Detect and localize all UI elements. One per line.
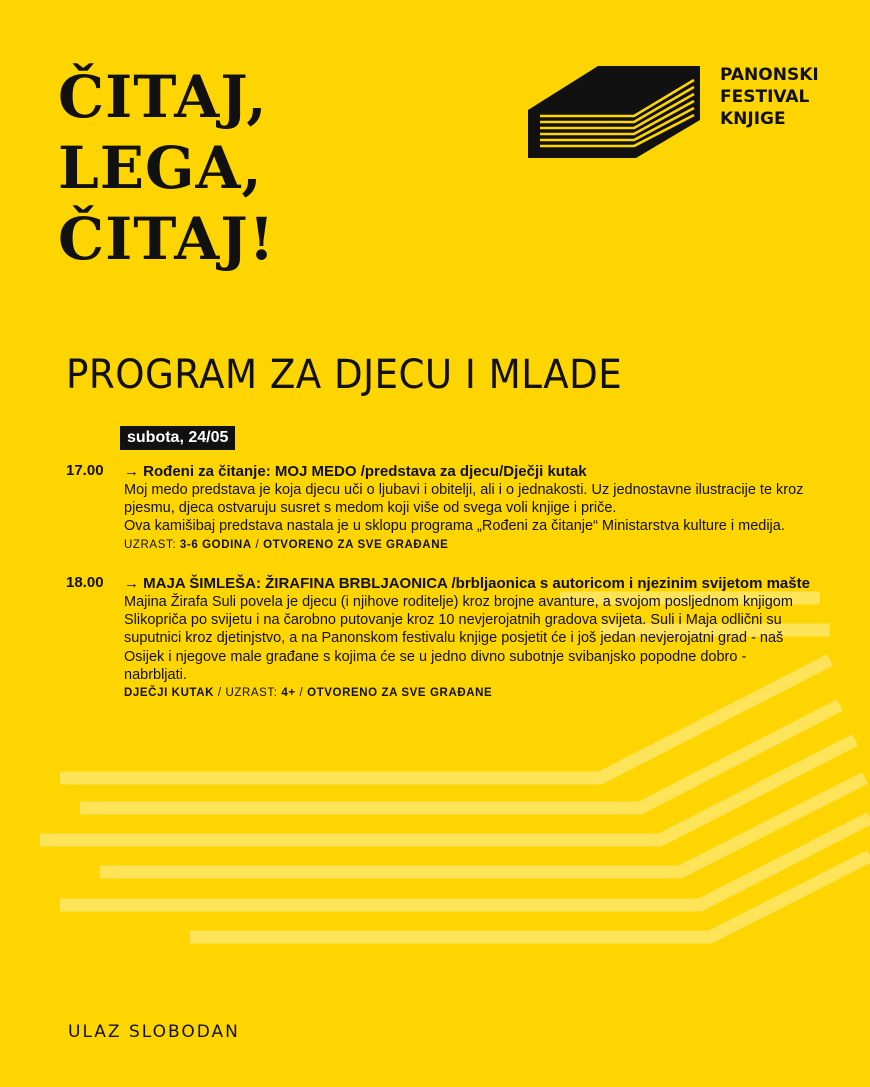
event-description-line: nabrbljati. <box>124 666 187 683</box>
meta-part: 4+ <box>281 687 296 700</box>
event-description-line: Osijek i njegove male građane s kojima će se u jedno divno subotnje svibanjsko popodne dobro - <box>124 648 747 665</box>
logo-line-1: PANONSKI <box>720 65 819 85</box>
free-entry-label: ULAZ SLOBODAN <box>68 1022 240 1042</box>
event-description <box>124 593 824 684</box>
headline <box>58 62 275 275</box>
headline-line-3: ČITAJ! <box>58 205 276 273</box>
event-title: → MAJA ŠIMLEŠA: ŽIRAFINA BRBLJAONICA /brbljaonica s autoricom i njezinim svijetom mašte <box>124 575 810 592</box>
event-description-line: Ova kamišibaj predstava nastala je u sklopu programa „Rođeni za čitanje“ Ministarstva kulture i medija. <box>124 518 785 535</box>
headline-line-2: LEGA, <box>58 134 263 202</box>
logo-line-2: FESTIVAL <box>720 87 810 107</box>
event-time: 17.00 <box>66 462 104 479</box>
festival-logo-text <box>720 64 819 130</box>
meta-part: DJEČJI KUTAK <box>124 687 215 700</box>
date-badge: subota, 24/05 <box>120 426 235 450</box>
program-title: PROGRAM ZA DJECU I MLADE <box>66 352 623 398</box>
book-stack-icon <box>526 64 706 160</box>
headline-line-1: ČITAJ, <box>58 63 268 131</box>
meta-part: 3-6 GODINA <box>179 538 252 551</box>
meta-part: / UZRAST: <box>214 687 282 700</box>
event-description-line: pjesmu, djeca ostvaruju susret s medom koji više od svega voli knjige i priče. <box>124 500 617 517</box>
meta-part: UZRAST: <box>124 538 180 551</box>
meta-part: OTVORENO ZA SVE GRAĐANE <box>263 538 449 551</box>
event-title: → Rođeni za čitanje: MOJ MEDO /predstava za djecu/Dječji kutak <box>124 463 587 480</box>
event-meta <box>124 539 824 551</box>
event-description <box>124 481 824 536</box>
event-description-line: Slikopriča po svijetu i na čarobno putovanje kroz 10 nevjerojatnih gradova svijeta. Suli i Maja odlični su <box>124 612 782 629</box>
meta-part: OTVORENO ZA SVE GRAĐANE <box>307 687 493 700</box>
logo-line-3: KNJIGE <box>720 109 786 129</box>
event-meta <box>124 687 824 699</box>
event-description-line: suputnici kroz djetinjstvo, a na Panonskom festivalu knjige posjetit će i još jedan nevjerojatni grad - naš <box>124 630 784 647</box>
event-description-line: Moj medo predstava je koja djecu uči o ljubavi i obitelji, ali i o jednakosti. Uz jednostavne ilustracije te kroz <box>124 482 804 498</box>
meta-part: / <box>251 538 264 551</box>
meta-part: / <box>295 687 308 700</box>
event-description-line: Majina Žirafa Suli povela je djecu (i njihove roditelje) kroz brojne avanture, a svojom posljednom knjigom <box>124 594 793 610</box>
event-time: 18.00 <box>66 574 104 591</box>
